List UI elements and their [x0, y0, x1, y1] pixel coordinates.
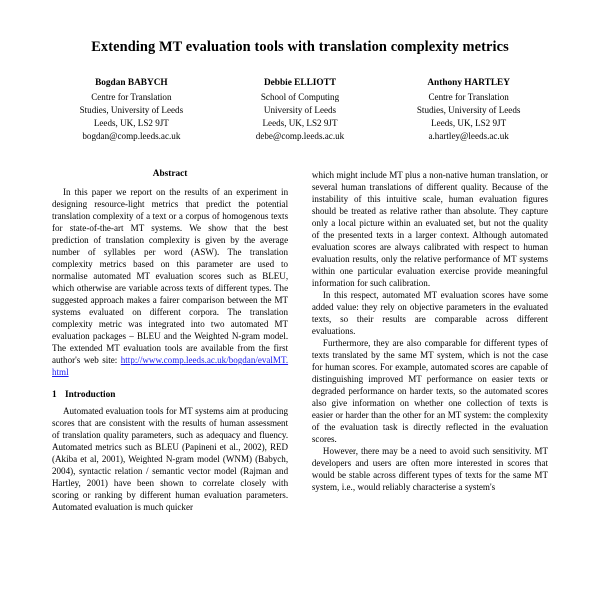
abstract-text — [52, 186, 288, 379]
author-affiliation-line: Leeds, UK, LS2 9JT — [262, 117, 338, 128]
author-affiliation-line: School of Computing — [260, 91, 340, 102]
abstract-body: In this paper we report on the results of an experiment in designing resource-light metrics that predict the potential translation complexity of a text or a corpus of homogenous texts for state-of-the-art MT systems. We show that the best prediction of translation complexity is given by the average number of syllables per word (ASW). The translation complexity metrics based on this parameter are used to normalise automated MT evaluation scores such as BLEU, which otherwise are variable across texts of different types. The suggested approach makes a fairer comparison between the MT systems evaluated on different corpora. The translation complexity metric was integrated into two automated MT evaluation packages – BLEU and the Weighted N-gram model. The extended MT evaluation tools are available from the first author's web site: — [52, 186, 289, 365]
section-title: Introduction — [65, 390, 116, 401]
abstract-link[interactable]: http://www.comp.leeds.ac.uk/bogdan/evalMT.html — [52, 354, 289, 377]
left-column — [52, 169, 288, 514]
section-heading-introduction — [52, 390, 288, 400]
author-block — [52, 77, 548, 143]
page-title: Extending MT evaluation tools with translation complexity metrics — [91, 39, 509, 55]
paragraph-continuation: which might include MT plus a non-native human translation, or several human translations of different quality. Because of the instability of this intuitive scale, human evaluation figures should be treated as relative rather than absolute. They capture only a local picture within an evaluated set, but not the quality of the presented texts in a larger context. Although automated evaluation scores are always calibrated with respect to human evaluation results, only the relative performance of MT systems within one particular evaluation exercise provide meaningful information for such calibration. — [311, 169, 548, 288]
author-affiliation-line: Studies, University of Leeds — [79, 104, 184, 115]
author-affiliation-line: Leeds, UK, LS2 9JT — [431, 117, 507, 128]
author-entry — [221, 77, 380, 143]
section1-paragraph: Automated evaluation tools for MT systems aim at producing scores that are consistent with the results of human assessment of translation quality parameters, such as adequacy and fluency. Automated metrics such as BLEU (Papineni et al., 2002), RED (Akiba et al, 2001), Weighted N-gram model (WNM) (Babych, 2004), syntactic relation / semantic vector model (Rajman and Hartley, 2001) have been shown to correlate closely with scoring or ranking by different human evaluation parameters. Automated evaluation is much quicker — [52, 406, 289, 513]
author-affiliation-line: Centre for Translation — [428, 91, 509, 102]
author-name: Bogdan BABYCH — [95, 77, 168, 88]
paragraph: However, there may be a need to avoid such sensitivity. MT developers and users are often more interested in scores that would be stable across different types of texts for the same MT system, i.e., would reliably characterise a system's — [311, 446, 548, 493]
author-entry — [52, 77, 211, 143]
abstract-heading: Abstract — [152, 168, 188, 179]
section-number: 1 — [52, 390, 57, 401]
author-affiliation-line: Leeds, UK, LS2 9JT — [93, 117, 169, 128]
author-email: a.hartley@leeds.ac.uk — [428, 130, 509, 141]
two-column-body — [52, 169, 548, 514]
author-name: Anthony HARTLEY — [427, 77, 510, 88]
author-affiliation-line: Centre for Translation — [91, 91, 172, 102]
author-entry — [389, 77, 548, 143]
author-email: debe@comp.leeds.ac.uk — [255, 130, 345, 141]
paragraph: Furthermore, they are also comparable for different types of texts translated by the same MT system, which is not the case for human scores. For example, automated scores are capable of distinguishing improved MT performance on easier texts or degraded performance on harder texts, so the automated scores also give information on whether one collection of texts is easier or harder than the other for an MT system: the complexity of the evaluation task is directly reflected in the evaluation scores. — [311, 337, 548, 445]
author-affiliation-line: University of Leeds — [263, 104, 337, 115]
author-affiliation-line: Studies, University of Leeds — [416, 104, 521, 115]
author-name: Debbie ELLIOTT — [263, 77, 337, 88]
author-email: bogdan@comp.leeds.ac.uk — [82, 130, 181, 141]
right-column — [312, 169, 548, 514]
paragraph: In this respect, automated MT evaluation scores have some added value: they rely on objective parameters in the evaluated texts, so their results are comparable across different evaluations. — [311, 289, 548, 336]
